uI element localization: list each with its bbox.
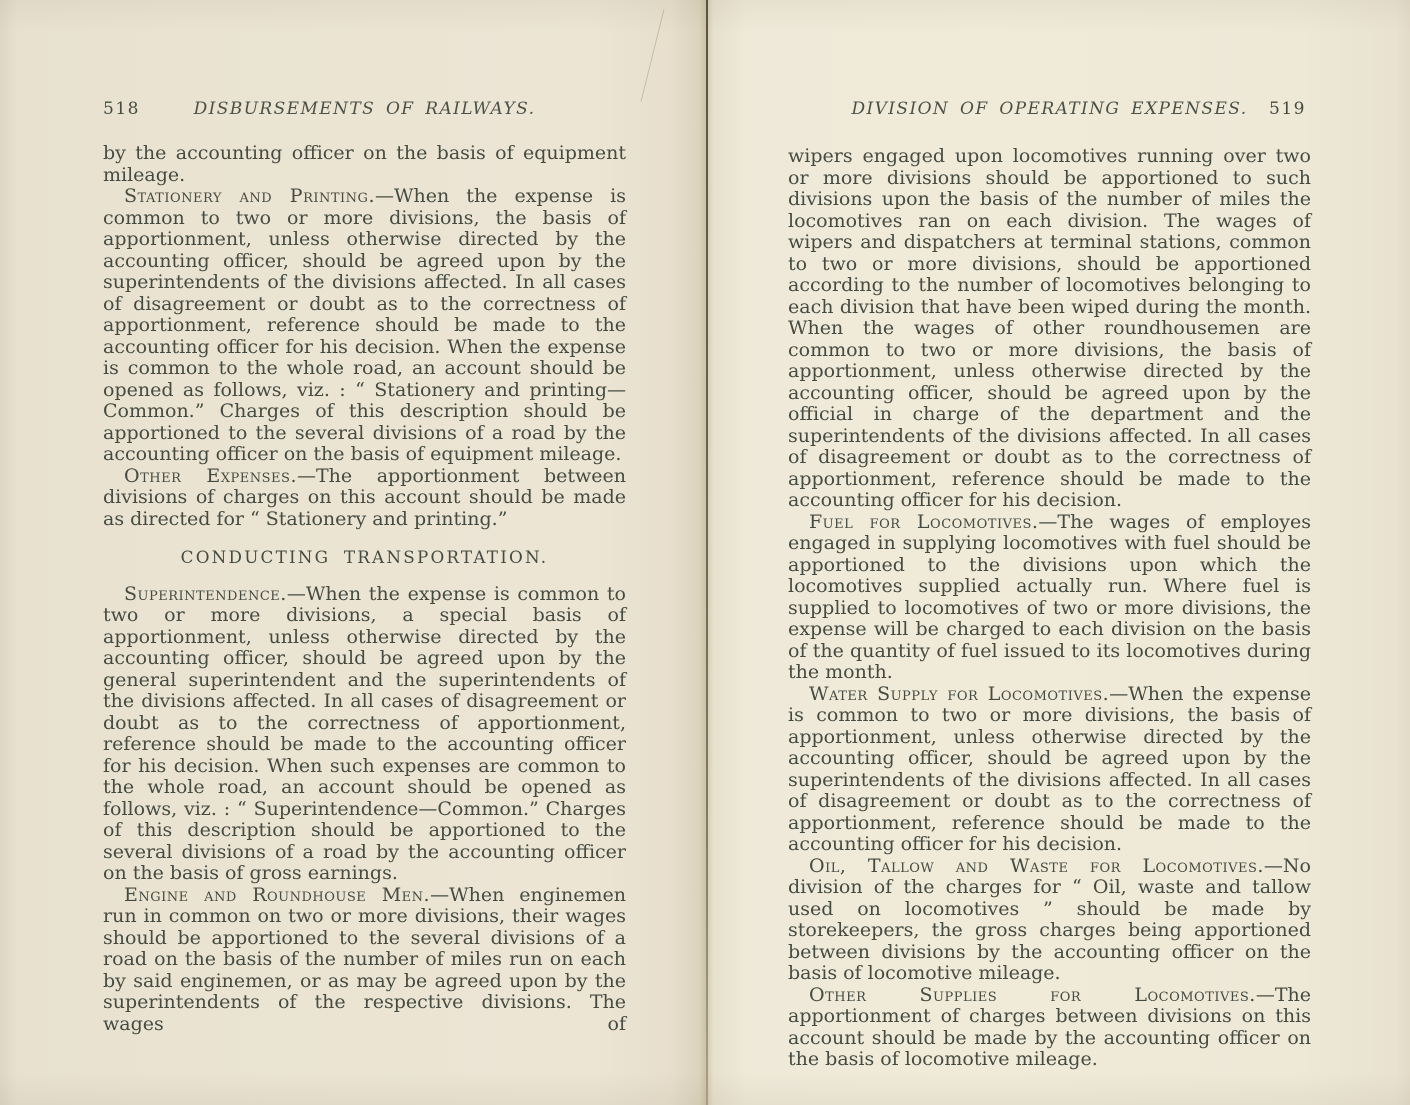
topic-lead: Superintendence. (124, 582, 287, 605)
left-page-number: 518 (103, 99, 140, 119)
paragraph: Oil, Tallow and Waste for Locomotives.—No division of the charges for “ Oil, waste and tallow used on locomotives ” should be made by storekeepers, the gross charges being apportioned between divisions by the accounting officer on the basis of locomotive mileage. (788, 854, 1311, 984)
paragraph: Water Supply for Locomotives.—When the expense is common to two or more divisions, the basis of apportionment, unless otherwise directed by the accounting officer, should be agreed upon by the superintendents of the divisions affected. In all cases of disagreement or doubt as to the correctness of apportionment, reference should be made to the accounting officer for his decision. (788, 682, 1311, 855)
paragraph: Engine and Roundhouse Men.—When enginemen run in common on two or more divisions, their wages should be apportioned to the several divisions of a road on the basis of the number of miles run on each by said enginemen, or as may be agreed upon by the superintendents of the respective divisions. The wages of (103, 883, 626, 1035)
right-page-header (788, 99, 1311, 123)
topic-lead: Oil, Tallow and Waste for Locomotives. (809, 854, 1264, 877)
topic-lead: Other Expenses. (124, 464, 297, 487)
right-running-head: DIVISION OF OPERATING EXPENSES. (851, 99, 1248, 119)
left-running-head: DISBURSEMENTS OF RAILWAYS. (193, 99, 536, 119)
paragraph: Superintendence.—When the expense is common to two or more divisions, a special basis of apportionment, unless otherwise directed by the accounting officer, should be agreed upon by the general superintendent and the superintendents of the divisions affected. In all cases of disagreement or doubt as to the correctness of apportionment, reference should be made to the accounting officer for his decision. When such expenses are common to the whole road, an account should be opened as follows, viz. : “ Superintendence—Common.” Charges of this description should be apportioned to the several divisions of a road by the accounting officer on the basis of gross earnings. (103, 582, 626, 884)
paragraph: Other Expenses.—The apportionment between divisions of charges on this account should be made as directed for “ Stationery and printing.” (103, 464, 626, 530)
topic-lead: Other Supplies for Locomotives. (809, 983, 1256, 1006)
left-page-header (103, 99, 626, 123)
topic-lead: Water Supply for Locomotives. (809, 682, 1110, 705)
right-page-text (788, 146, 1311, 1071)
paragraph: by the accounting officer on the basis of equipment mileage. (103, 142, 626, 186)
left-page-text (103, 143, 626, 1035)
paragraph: wipers engaged upon locomotives running over two or more divisions should be apportioned to such divisions upon the basis of the number of miles the locomotives ran on each division. The wages of wipers and dispatchers at terminal stations, common to two or more divisions, should be apportioned according to the number of locomotives belonging to each division that have been wiped during the month. When the wages of other roundhousemen are common to two or more divisions, the basis of apportionment, unless otherwise directed by the accounting officer, should be agreed upon by the official in charge of the department and the superintendents of the divisions affected. In all cases of disagreement or doubt as to the correctness of apportionment, reference should be made to the accounting officer for his decision. (788, 145, 1311, 511)
section-heading: CONDUCTING TRANSPORTATION. (180, 547, 549, 567)
right-page-number: 519 (1269, 99, 1306, 119)
page-crease (641, 9, 665, 101)
gutter-shadow (706, 0, 708, 1105)
topic-lead: Fuel for Locomotives. (809, 510, 1039, 533)
paragraph: Stationery and Printing.—When the expense is common to two or more divisions, the basis of apportionment, unless otherwise directed by the accounting officer, should be agreed upon by the superintendents of the divisions affected. In all cases of disagreement or doubt as to the correctness of apportionment, reference should be made to the accounting officer for his decision. When the expense is common to the whole road, an account should be opened as follows, viz. : “ Stationery and printing—Common.” Charges of this description should be apportioned to the several divisions of a road by the accounting officer on the basis of equipment mileage. (103, 185, 627, 465)
topic-lead: Engine and Roundhouse Men. (124, 883, 431, 906)
topic-lead: Stationery and Printing. (124, 185, 375, 207)
paragraph: Other Supplies for Locomotives.—The apportionment of charges between divisions on this account should be made by the accounting officer on the basis of locomotive mileage. (788, 983, 1311, 1070)
paragraph: Fuel for Locomotives.—The wages of employes engaged in supplying locomotives with fuel should be apportioned to the divisions upon which the locomotives supplied actually run. Where fuel is supplied to locomotives of two or more divisions, the expense will be charged to each division on the basis of the quantity of fuel issued to its locomotives during the month. (788, 510, 1311, 683)
